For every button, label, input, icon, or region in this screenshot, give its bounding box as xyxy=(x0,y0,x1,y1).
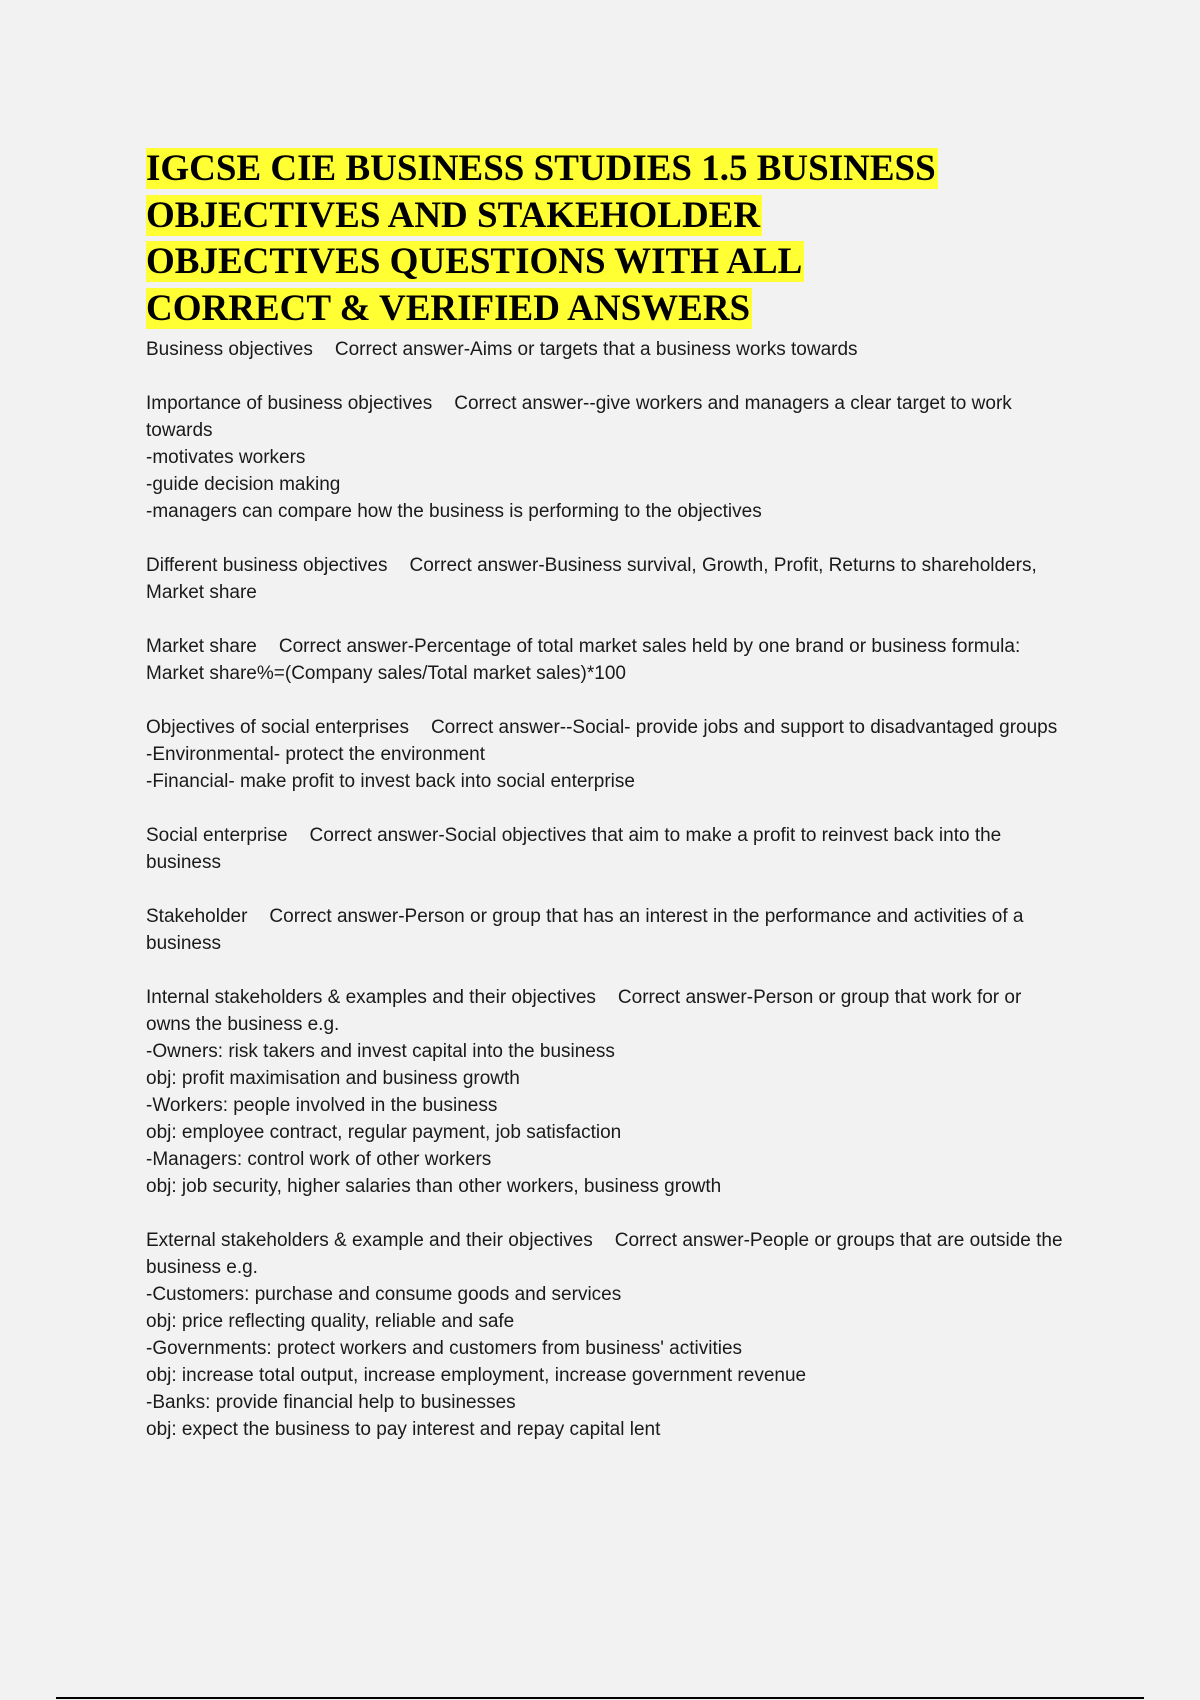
entry-term: External stakeholders & example and their objectives xyxy=(146,1230,593,1251)
entry-term: Internal stakeholders & examples and their objectives xyxy=(146,987,596,1008)
entry-answer: Correct answer-Person or group that has an interest in the performance and activities of a business xyxy=(146,906,1029,954)
document-page xyxy=(146,146,1066,1470)
entry-term: Market share xyxy=(146,636,257,657)
qa-entry-social-enterprise xyxy=(146,822,1066,876)
page-bottom-rule xyxy=(56,1697,1144,1699)
title-line: IGCSE CIE BUSINESS STUDIES 1.5 BUSINESS xyxy=(146,148,936,189)
qa-entry-stakeholder xyxy=(146,903,1066,957)
qa-entry-importance-of-objectives xyxy=(146,390,1066,525)
entry-answer: Correct answer--Social- provide jobs and support to disadvantaged groups -Environmental- protect the environment -Financial- make profit to invest back into social enterprise xyxy=(146,717,1058,792)
entry-term: Social enterprise xyxy=(146,825,288,846)
entry-term: Objectives of social enterprises xyxy=(146,717,409,738)
entry-answer: Correct answer-Business survival, Growth, Profit, Returns to shareholders, Market share xyxy=(146,555,1043,603)
qa-entry-business-objectives xyxy=(146,336,1066,363)
title-line: OBJECTIVES AND STAKEHOLDER xyxy=(146,194,761,236)
entry-answer: Correct answer--give workers and managers a clear target to work towards -motivates workers -guide decision making -managers can compare how the business is performing to the objectives xyxy=(146,393,1012,522)
title-line: OBJECTIVES QUESTIONS WITH ALL xyxy=(146,241,803,282)
document-title xyxy=(146,146,1066,332)
entry-term: Different business objectives xyxy=(146,555,388,576)
qa-entry-different-objectives xyxy=(146,552,1066,606)
entry-answer: Correct answer-Person or group that work for or owns the business e.g. -Owners: risk takers and invest capital into the business obj: profit maximisation and business growth -Workers: people involved in the business obj: employee contract, regular payment, job satisfaction -Managers: control work of other workers obj: job security, higher salaries than other workers, business growth xyxy=(146,987,1022,1197)
qa-entry-market-share xyxy=(146,633,1066,687)
entry-answer: Correct answer-Percentage of total market sales held by one brand or business formula: Market share%=(Company sales/Total market sales)*100 xyxy=(146,636,1021,684)
entry-answer: Correct answer-Aims or targets that a business works towards xyxy=(334,339,858,360)
title-line: CORRECT & VERIFIED ANSWERS xyxy=(146,287,751,329)
entry-term: Stakeholder xyxy=(146,906,248,927)
entry-answer: Correct answer-People or groups that are outside the business e.g. -Customers: purchase and consume goods and services obj: price reflecting quality, reliable and safe -Governments: protect workers and customers from business' activities obj: increase total output, increase employment, increase government revenue -Banks: provide financial help to businesses obj: expect the business to pay interest and repay capital lent xyxy=(146,1230,1063,1440)
entry-answer: Correct answer-Social objectives that aim to make a profit to reinvest back into the business xyxy=(146,825,1007,873)
qa-entry-social-enterprise-objectives xyxy=(146,714,1066,795)
qa-entry-internal-stakeholders xyxy=(146,984,1066,1200)
entry-term: Importance of business objectives xyxy=(146,393,433,414)
qa-entry-external-stakeholders xyxy=(146,1227,1066,1443)
entry-term: Business objectives xyxy=(146,339,313,360)
